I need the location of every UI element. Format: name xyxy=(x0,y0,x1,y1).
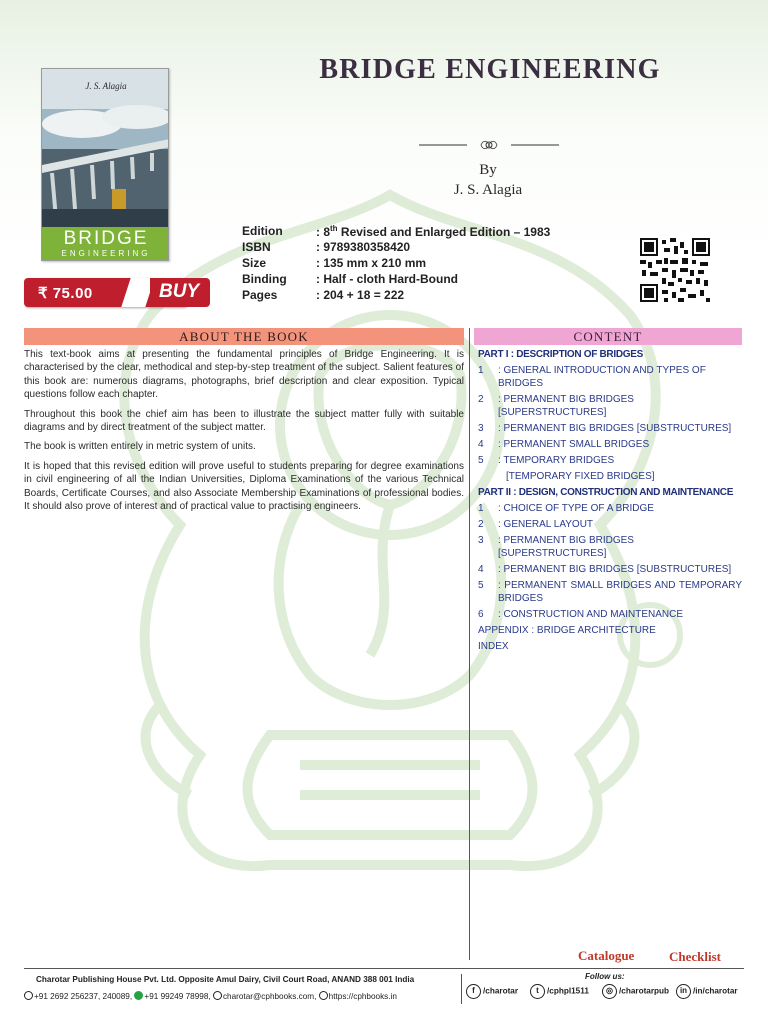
toc-item: 1 : GENERAL INTRODUCTION AND TYPES OF BRIDGES xyxy=(478,365,706,389)
buy-button[interactable] xyxy=(150,278,210,307)
about-book-text xyxy=(24,348,464,519)
about-paragraph: This text-book aims at presenting the fundamental principles of Bridge Engineering. It is characterised by the clear, methodical and step-by-step treatment of the subject. Salient features of this book are: numerous diagrams, photographs, brief description and clear exposition. Typical questions follow each chapter. xyxy=(24,349,464,401)
website-link[interactable]: https://cphbooks.in xyxy=(328,992,397,1001)
catalogue-link[interactable]: Catalogue xyxy=(578,948,635,963)
twitter-link[interactable]: t /cphpl1511 xyxy=(530,984,589,1000)
pages-value: : 204 + 18 = 222 xyxy=(316,288,405,302)
size-value: : 135 mm x 210 mm xyxy=(316,256,427,270)
buy-label: BUY xyxy=(159,281,200,302)
facebook-link[interactable]: f /charotar xyxy=(466,984,518,1000)
cover-photo xyxy=(42,69,169,227)
toc-item: 1 : CHOICE OF TYPE OF A BRIDGE xyxy=(478,503,654,514)
qr-code-icon[interactable] xyxy=(640,238,710,302)
linkedin-link[interactable]: in /in/charotar xyxy=(676,984,738,1000)
isbn-value: : 9789380358420 xyxy=(316,240,411,254)
cover-title: BRIDGE xyxy=(63,228,149,249)
toc-item: 4 : PERMANENT SMALL BRIDGES xyxy=(478,439,650,450)
book-cover xyxy=(41,68,169,261)
twitter-icon: t xyxy=(530,984,545,999)
checklist-link[interactable]: Checklist xyxy=(669,949,721,964)
cover-author: J. S. Alagia xyxy=(85,81,127,91)
email-link[interactable]: charotar@cphbooks.com, xyxy=(222,992,317,1001)
instagram-link[interactable]: ◎ /charotarpub xyxy=(602,984,669,1000)
toc-item: 2 : GENERAL LAYOUT xyxy=(478,519,594,530)
toc-item: 5 : PERMANENT SMALL BRIDGES AND TEMPORARY BRIDGES xyxy=(478,580,742,604)
toc-item: 3 : PERMANENT BIG BRIDGES [SUBSTRUCTURES] xyxy=(478,423,732,434)
linkedin-icon: in xyxy=(676,984,691,999)
toc-part-heading: PART I : DESCRIPTION OF BRIDGES xyxy=(478,349,643,360)
toc-item: 2 : PERMANENT BIG BRIDGES [SUPERSTRUCTURES] xyxy=(478,394,634,418)
author-name: J. S. Alagia xyxy=(453,182,523,198)
price-label: ₹ 75.00 xyxy=(38,285,93,302)
cover-subtitle: ENGINEERING xyxy=(61,249,151,258)
about-paragraph: Throughout this book the chief aim has been to illustrate the subject matter fully with suitable diagrams and by direct treatment of the subject matter. xyxy=(24,408,464,434)
content-header: CONTENT xyxy=(474,328,742,345)
instagram-icon: ◎ xyxy=(602,984,617,999)
publisher-address: Charotar Publishing House Pvt. Ltd. Opposite Amul Dairy, Civil Court Road, ANAND 388 001 India xyxy=(36,975,415,984)
table-of-contents xyxy=(478,348,742,656)
facebook-icon: f xyxy=(466,984,481,999)
toc-part-heading: PART II : DESIGN, CONSTRUCTION AND MAINTENANCE xyxy=(478,487,734,498)
phone-numbers: +91 2692 256237, 240089, xyxy=(34,992,133,1001)
about-book-header: ABOUT THE BOOK xyxy=(24,328,464,345)
footer-separator xyxy=(461,974,462,1004)
column-divider xyxy=(469,328,470,960)
ornament-divider xyxy=(419,137,559,153)
book-title: BRIDGE ENGINEERING xyxy=(319,54,661,85)
toc-item: 4 : PERMANENT BIG BRIDGES [SUBSTRUCTURES] xyxy=(478,564,732,575)
whatsapp-icon xyxy=(134,991,143,1000)
edition-label: Edition xyxy=(242,224,283,238)
by-label: By xyxy=(479,162,497,178)
email-icon xyxy=(213,991,222,1000)
footer-divider xyxy=(24,968,744,969)
toc-index: INDEX xyxy=(478,641,509,652)
cover-title-band xyxy=(42,227,169,261)
follow-us-label: Follow us: xyxy=(585,972,625,981)
edition-value: : 8th Revised and Enlarged Edition – 1983 xyxy=(316,224,551,239)
globe-icon xyxy=(319,991,328,1000)
toc-item: 3 : PERMANENT BIG BRIDGES [SUPERSTRUCTURES] xyxy=(478,535,634,559)
toc-appendix: APPENDIX : BRIDGE ARCHITECTURE xyxy=(478,625,656,636)
about-paragraph: It is hoped that this revised edition will prove useful to students preparing for degree examinations in civil engineering of all the Indian Universities, Diploma Examinations of the various Technical Boards, Certificate Courses, and also Associate Membership Examinations of professional bodies. It should also prove of interest and of practical value to practising engineers. xyxy=(24,460,464,513)
size-label: Size xyxy=(242,256,267,270)
whatsapp-number: +91 99249 78998 xyxy=(144,992,209,1001)
toc-item: [TEMPORARY FIXED BRIDGES] xyxy=(506,471,655,482)
isbn-label: ISBN xyxy=(242,240,271,254)
pages-label: Pages xyxy=(242,288,278,302)
about-paragraph: The book is written entirely in metric system of units. xyxy=(24,441,256,453)
binding-label: Binding xyxy=(242,272,287,286)
contact-line: +91 2692 256237, 240089, +91 99249 78998, charotar@cphbooks.com, https://cphbooks.in xyxy=(24,991,397,1001)
toc-item: 6 : CONSTRUCTION AND MAINTENANCE xyxy=(478,609,684,620)
toc-item: 5 : TEMPORARY BRIDGES xyxy=(478,455,615,466)
phone-icon xyxy=(24,991,33,1000)
price-buy-box xyxy=(24,278,200,307)
binding-value: : Half - cloth Hard-Bound xyxy=(316,272,458,286)
